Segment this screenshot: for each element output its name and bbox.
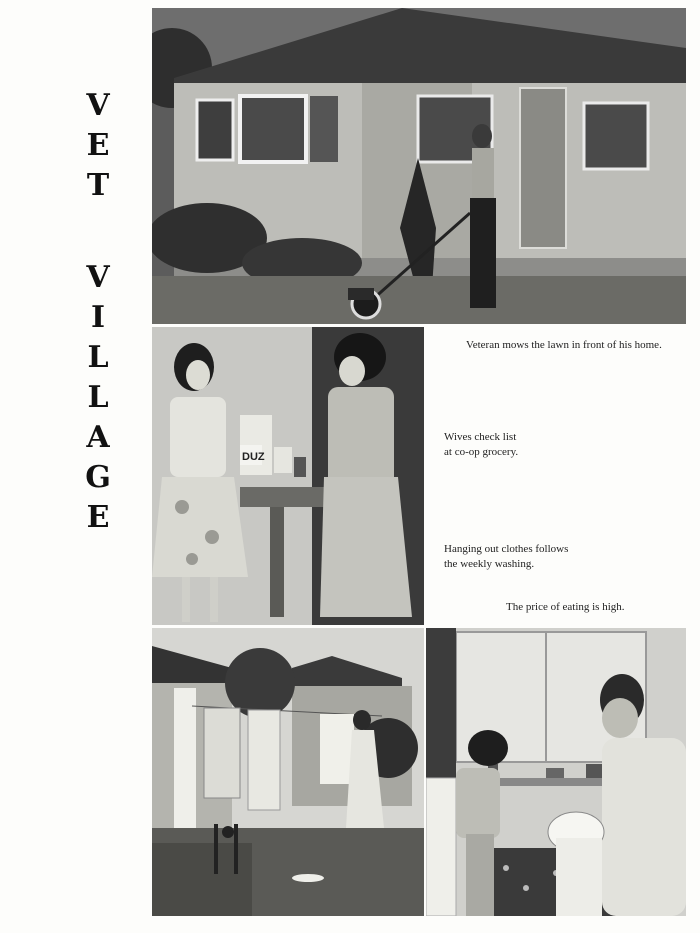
photo-hanging-clothes — [152, 628, 424, 916]
caption-wives-line-2: at co-op grocery. — [444, 446, 519, 458]
caption-clothes-line-1: Hanging out clothes follows — [444, 543, 569, 555]
photo-kitchen-illustration — [426, 628, 686, 916]
title-letter: L — [87, 380, 109, 415]
photo-clothesline-illustration — [152, 628, 424, 916]
title-letter: G — [85, 460, 111, 495]
caption-price: The price of eating is high. — [506, 601, 625, 613]
title-letter: E — [86, 500, 110, 535]
photo-wives-grocery — [152, 327, 424, 625]
title-letter: L — [87, 340, 109, 375]
grocery-box-label: DUZ — [242, 451, 265, 463]
photo-veteran-mowing-lawn — [152, 8, 686, 324]
title-letter: I — [90, 300, 106, 335]
title-letter: A — [86, 420, 110, 455]
title-letter: V — [86, 88, 110, 123]
photo-grocery-illustration — [152, 327, 424, 625]
caption-clothes — [444, 542, 624, 572]
caption-wives — [444, 430, 604, 460]
title-letter: E — [86, 128, 110, 163]
title-letter: T — [86, 168, 110, 203]
title-word-gap — [78, 206, 118, 258]
photo-house-illustration — [152, 8, 686, 324]
title-letter: V — [86, 260, 110, 295]
photo-kitchen-dishes — [426, 628, 686, 916]
caption-lawn: Veteran mows the lawn in front of his home. — [466, 339, 662, 351]
vertical-title — [78, 86, 118, 538]
caption-clothes-line-2: the weekly washing. — [444, 558, 535, 570]
caption-wives-line-1: Wives check list — [444, 431, 517, 443]
